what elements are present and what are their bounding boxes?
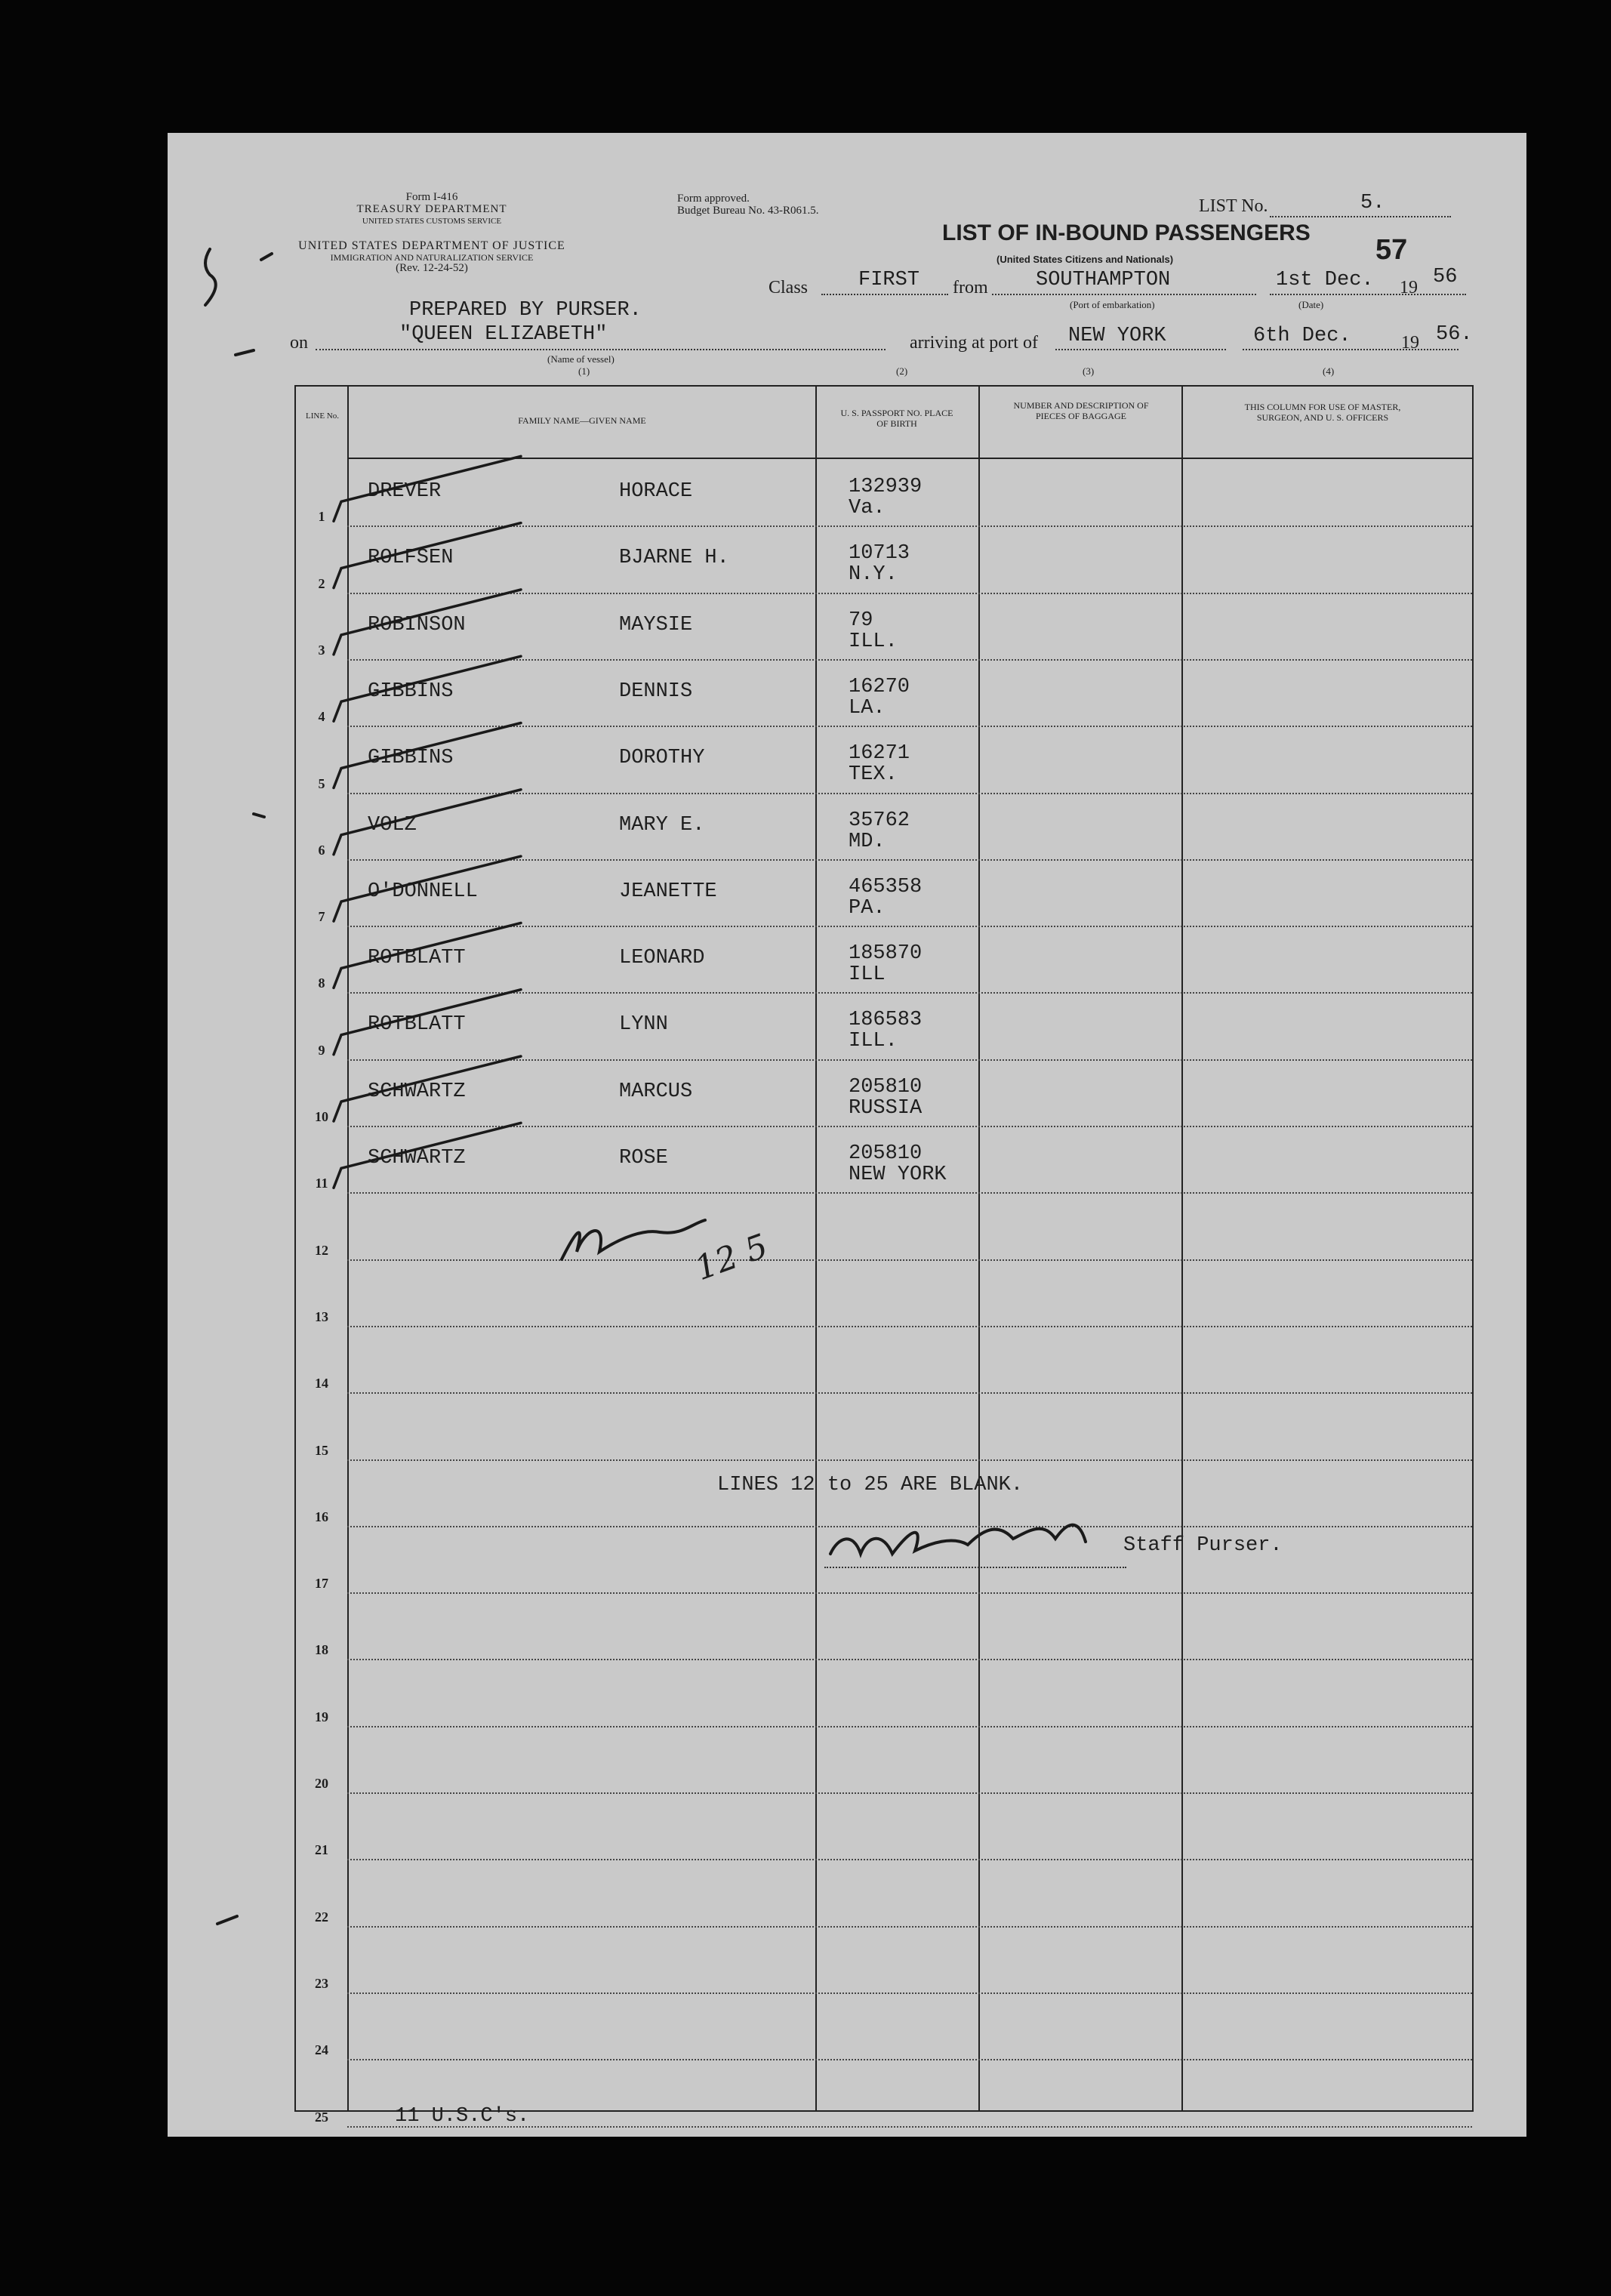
signature-scribble bbox=[830, 1525, 1086, 1554]
line-number: 16 bbox=[315, 1509, 328, 1524]
header-officers: THIS COLUMN FOR USE OF MASTER, SURGEON, AND U. S. OFFICERS bbox=[1244, 402, 1401, 423]
line-number: 8 bbox=[318, 975, 325, 991]
family-name: ROTBLATT bbox=[368, 947, 466, 970]
margin-tick-2 bbox=[236, 350, 254, 355]
given-name: MAYSIE bbox=[619, 613, 693, 636]
document-subtitle: (United States Citizens and Nationals) bbox=[996, 254, 1174, 265]
birthplace: N.Y. bbox=[849, 563, 898, 587]
birthplace: RUSSIA bbox=[849, 1096, 923, 1120]
birthplace: ILL. bbox=[849, 1030, 898, 1053]
form-approved: Form approved. bbox=[677, 193, 750, 205]
birthplace: TEX. bbox=[849, 763, 898, 787]
class-label: Class bbox=[769, 278, 809, 297]
line-number: 3 bbox=[318, 642, 325, 658]
caption-4: (4) bbox=[1323, 365, 1335, 377]
line-number: 24 bbox=[315, 2042, 328, 2058]
line-number: 19 bbox=[315, 1709, 328, 1724]
customs-service: UNITED STATES CUSTOMS SERVICE bbox=[362, 217, 502, 226]
departure-year: 56 bbox=[1433, 266, 1458, 288]
embarkation-port: SOUTHAMPTON bbox=[1036, 269, 1171, 291]
list-number-value: 5. bbox=[1360, 192, 1385, 214]
caption-2: (2) bbox=[896, 365, 908, 377]
given-name: LEONARD bbox=[619, 947, 705, 970]
family-name: GIBBINS bbox=[368, 680, 454, 703]
given-name: MARCUS bbox=[619, 1080, 693, 1103]
check-mark bbox=[334, 923, 521, 988]
treasury-dept: TREASURY DEPARTMENT bbox=[356, 203, 507, 215]
family-name: SCHWARTZ bbox=[368, 1080, 466, 1103]
passport-number: 185870 bbox=[849, 942, 923, 966]
line-number: 6 bbox=[318, 842, 325, 858]
class-value: FIRST bbox=[858, 269, 920, 291]
initials-scribble bbox=[562, 1220, 705, 1259]
line-number: 22 bbox=[315, 1909, 328, 1925]
margin-number-mark bbox=[205, 249, 216, 305]
arrival-port: NEW YORK bbox=[1068, 325, 1166, 347]
arrival-year-prefix: 19 bbox=[1401, 333, 1419, 353]
passport-number: 186583 bbox=[849, 1009, 923, 1032]
passport-number: 465358 bbox=[849, 875, 923, 898]
form-number: Form I-416 bbox=[405, 191, 458, 203]
passport-number: 10713 bbox=[849, 542, 910, 566]
port-caption: (Port of embarkation) bbox=[1070, 299, 1155, 310]
passport-number: 205810 bbox=[849, 1142, 923, 1165]
birthplace: NEW YORK bbox=[849, 1163, 947, 1186]
given-name: LYNN bbox=[619, 1013, 668, 1037]
given-name: ROSE bbox=[619, 1147, 668, 1170]
vessel-name: "QUEEN ELIZABETH" bbox=[399, 323, 608, 346]
on-label: on bbox=[290, 333, 308, 353]
family-name: GIBBINS bbox=[368, 747, 454, 770]
line-number: 15 bbox=[315, 1442, 328, 1458]
family-name: ROLFSEN bbox=[368, 547, 454, 570]
given-name: DENNIS bbox=[619, 680, 693, 703]
passport-number: 132939 bbox=[849, 476, 923, 498]
line-number: 21 bbox=[315, 1842, 328, 1858]
signature-title: Staff Purser. bbox=[1123, 1534, 1283, 1557]
line-number: 2 bbox=[318, 575, 325, 591]
line-number: 4 bbox=[318, 709, 325, 725]
line-number: 18 bbox=[315, 1642, 328, 1658]
family-name: ROTBLATT bbox=[368, 1013, 466, 1037]
given-name: BJARNE H. bbox=[619, 547, 729, 570]
line-number: 17 bbox=[315, 1576, 328, 1592]
family-name: ROBINSON bbox=[368, 613, 466, 636]
budget-bureau: Budget Bureau No. 43-R061.5. bbox=[677, 205, 819, 217]
header-baggage: NUMBER AND DESCRIPTION OF PIECES OF BAGGAGE bbox=[1013, 400, 1149, 421]
departure-year-prefix: 19 bbox=[1400, 278, 1418, 297]
given-name: MARY E. bbox=[619, 813, 705, 837]
birthplace: LA. bbox=[849, 696, 886, 720]
header-name: FAMILY NAME—GIVEN NAME bbox=[518, 415, 646, 426]
margin-tick-4 bbox=[217, 1916, 237, 1924]
check-mark bbox=[334, 656, 521, 721]
line-number: 20 bbox=[315, 1776, 328, 1791]
birthplace: ILL. bbox=[849, 630, 898, 653]
check-mark bbox=[334, 456, 521, 521]
form-revision: (Rev. 12-24-52) bbox=[396, 262, 468, 274]
given-name: DOROTHY bbox=[619, 747, 705, 770]
arriving-label: arriving at port of bbox=[910, 333, 1038, 353]
check-mark bbox=[334, 1056, 521, 1121]
header-line-no: LINE No. bbox=[306, 411, 339, 421]
blank-lines-note: LINES 12 to 25 ARE BLANK. bbox=[717, 1474, 1024, 1496]
check-mark bbox=[334, 723, 521, 788]
passport-number: 16271 bbox=[849, 742, 910, 766]
list-number-label: LIST No. bbox=[1199, 196, 1268, 216]
margin-tick-1 bbox=[261, 254, 272, 260]
line-number: 7 bbox=[318, 909, 325, 925]
margin-tick-3 bbox=[254, 814, 264, 817]
passport-number: 205810 bbox=[849, 1075, 923, 1099]
family-name: O'DONNELL bbox=[368, 880, 478, 903]
vessel-caption: (Name of vessel) bbox=[547, 353, 615, 365]
date-caption: (Date) bbox=[1298, 299, 1324, 310]
family-name: VOLZ bbox=[368, 813, 417, 837]
caption-1: (1) bbox=[578, 365, 590, 377]
birthplace: ILL bbox=[849, 963, 886, 987]
given-name: HORACE bbox=[619, 480, 693, 503]
check-mark bbox=[334, 523, 521, 588]
arrival-year: 56. bbox=[1436, 323, 1473, 346]
line-number: 25 bbox=[315, 2109, 328, 2125]
line-number: 5 bbox=[318, 775, 325, 791]
check-mark bbox=[334, 990, 521, 1055]
check-mark bbox=[334, 790, 521, 855]
birthplace: Va. bbox=[849, 497, 886, 519]
document-title: LIST OF IN-BOUND PASSENGERS bbox=[942, 220, 1311, 245]
line-number: 12 bbox=[315, 1242, 328, 1258]
line-number: 1 bbox=[318, 509, 325, 525]
line-number: 14 bbox=[315, 1376, 328, 1391]
header-passport: U. S. PASSPORT NO. PLACE OF BIRTH bbox=[840, 408, 953, 429]
passport-number: 35762 bbox=[849, 809, 910, 832]
family-name: SCHWARTZ bbox=[368, 1147, 466, 1170]
given-name: JEANETTE bbox=[619, 880, 717, 903]
departure-date: 1st Dec. bbox=[1276, 269, 1374, 291]
line-number: 13 bbox=[315, 1308, 328, 1324]
page-number: 57 bbox=[1375, 234, 1408, 266]
total-count: 11 U.S.C's. bbox=[395, 2105, 530, 2128]
ins-service: IMMIGRATION AND NATURALIZATION SERVICE bbox=[330, 252, 534, 263]
birthplace: MD. bbox=[849, 830, 886, 853]
check-mark bbox=[334, 856, 521, 921]
caption-3: (3) bbox=[1083, 365, 1095, 377]
check-mark bbox=[334, 590, 521, 655]
passport-number: 16270 bbox=[849, 675, 910, 698]
prepared-by: PREPARED BY PURSER. bbox=[409, 299, 642, 322]
from-label: from bbox=[953, 278, 988, 297]
justice-dept: UNITED STATES DEPARTMENT OF JUSTICE bbox=[298, 239, 565, 252]
line-number: 10 bbox=[315, 1109, 328, 1124]
passport-number: 79 bbox=[849, 609, 873, 632]
line-number: 9 bbox=[318, 1042, 325, 1058]
check-mark bbox=[334, 1123, 521, 1188]
line-number: 23 bbox=[315, 1975, 328, 1991]
line-number: 11 bbox=[315, 1176, 328, 1191]
birthplace: PA. bbox=[849, 896, 886, 920]
family-name: DREVER bbox=[368, 480, 442, 503]
handwritten-date: 12 5 bbox=[690, 1226, 773, 1289]
arrival-date: 6th Dec. bbox=[1253, 325, 1351, 347]
